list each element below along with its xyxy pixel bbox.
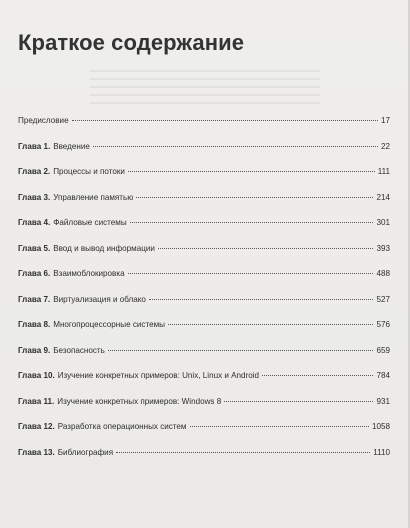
chapter-title: Виртуализация и облако [53, 294, 146, 304]
page-number: 527 [376, 294, 390, 304]
toc-entry [18, 397, 390, 423]
chapter-number: Глава 7. [18, 294, 51, 304]
page-title: Краткое содержание [18, 30, 245, 55]
toc-entry [18, 269, 390, 295]
chapter-title: Процессы и потоки [53, 167, 125, 176]
toc-entry-label [18, 422, 187, 431]
chapter-title: Безопасность [53, 345, 105, 355]
toc-entry-label [18, 218, 127, 227]
page-number: 576 [376, 320, 390, 329]
page-number: 1058 [371, 422, 390, 431]
dot-leader [158, 248, 374, 249]
page-number: 931 [376, 396, 390, 406]
chapter-title: Взаимоблокировка [53, 269, 125, 278]
page-number: 301 [376, 218, 390, 227]
toc-entry-label [18, 320, 165, 329]
toc-entry-label [18, 371, 259, 380]
page-number: 393 [376, 243, 390, 253]
chapter-number: Глава 5. [18, 243, 51, 253]
dot-leader [224, 401, 373, 402]
dot-leader [93, 146, 378, 147]
chapter-title: Библиография [57, 447, 114, 457]
chapter-title: Ввод и вывод информации [53, 243, 155, 253]
page-number: 659 [376, 345, 390, 355]
chapter-number: Глава 4. [18, 218, 51, 227]
chapter-number: Глава 13. [18, 447, 55, 457]
page-number: 17 [380, 116, 390, 125]
dot-leader [128, 171, 375, 172]
toc-entry [18, 142, 390, 168]
page-number: 22 [380, 141, 390, 151]
show-through-lines [90, 70, 320, 110]
page-number: 488 [376, 269, 390, 278]
chapter-number: Глава 2. [18, 167, 51, 176]
chapter-title: Изучение конкретных примеров: Unix, Linux и Android [57, 371, 260, 380]
toc-entry [18, 371, 390, 397]
chapter-title: Файловые системы [53, 218, 127, 227]
toc-entry [18, 448, 390, 474]
chapter-title: Введение [53, 141, 90, 151]
toc-entry [18, 320, 390, 346]
dot-leader [72, 120, 378, 121]
toc-entry-label [18, 116, 69, 125]
toc-entry [18, 116, 390, 142]
dot-leader [190, 426, 369, 427]
toc-entry [18, 218, 390, 244]
toc-entry-label [18, 167, 125, 176]
toc-entry-label [18, 193, 133, 202]
chapter-title: Изучение конкретных примеров: Windows 8 [57, 396, 222, 406]
chapter-number: Глава 1. [18, 141, 51, 151]
toc-entry-label [18, 346, 105, 355]
toc-entry-label [18, 142, 90, 151]
dot-leader [149, 299, 374, 300]
page-number: 214 [376, 192, 390, 202]
page-number: 1110 [373, 447, 390, 457]
toc-entry-label [18, 244, 155, 253]
chapter-number: Глава 9. [18, 345, 51, 355]
page-number: 111 [377, 167, 390, 176]
chapter-number: Глава 3. [18, 192, 51, 202]
chapter-title: Многопроцессорные системы [53, 320, 165, 329]
chapter-title: Разработка операционных систем [57, 422, 187, 431]
dot-leader [116, 452, 370, 453]
toc-entry [18, 244, 390, 270]
dot-leader [262, 375, 373, 376]
dot-leader [168, 324, 374, 325]
chapter-title: Предисловие [18, 116, 69, 125]
chapter-number: Глава 6. [18, 269, 51, 278]
toc-entry [18, 193, 390, 219]
toc-entry-label [18, 269, 125, 278]
dot-leader [136, 197, 373, 198]
dot-leader [130, 222, 374, 223]
toc-entry-label [18, 295, 146, 304]
toc-entry [18, 295, 390, 321]
toc-entry-label [18, 448, 113, 457]
toc-entry [18, 167, 390, 193]
chapter-number: Глава 8. [18, 320, 51, 329]
toc-entry-label [18, 397, 221, 406]
chapter-number: Глава 11. [18, 396, 55, 406]
dot-leader [128, 273, 374, 274]
chapter-number: Глава 10. [18, 371, 55, 380]
page-number: 784 [376, 371, 390, 380]
dot-leader [108, 350, 374, 351]
chapter-number: Глава 12. [18, 422, 55, 431]
toc-entry [18, 422, 390, 448]
table-of-contents [18, 116, 390, 473]
chapter-title: Управление памятью [53, 192, 134, 202]
toc-entry [18, 346, 390, 372]
